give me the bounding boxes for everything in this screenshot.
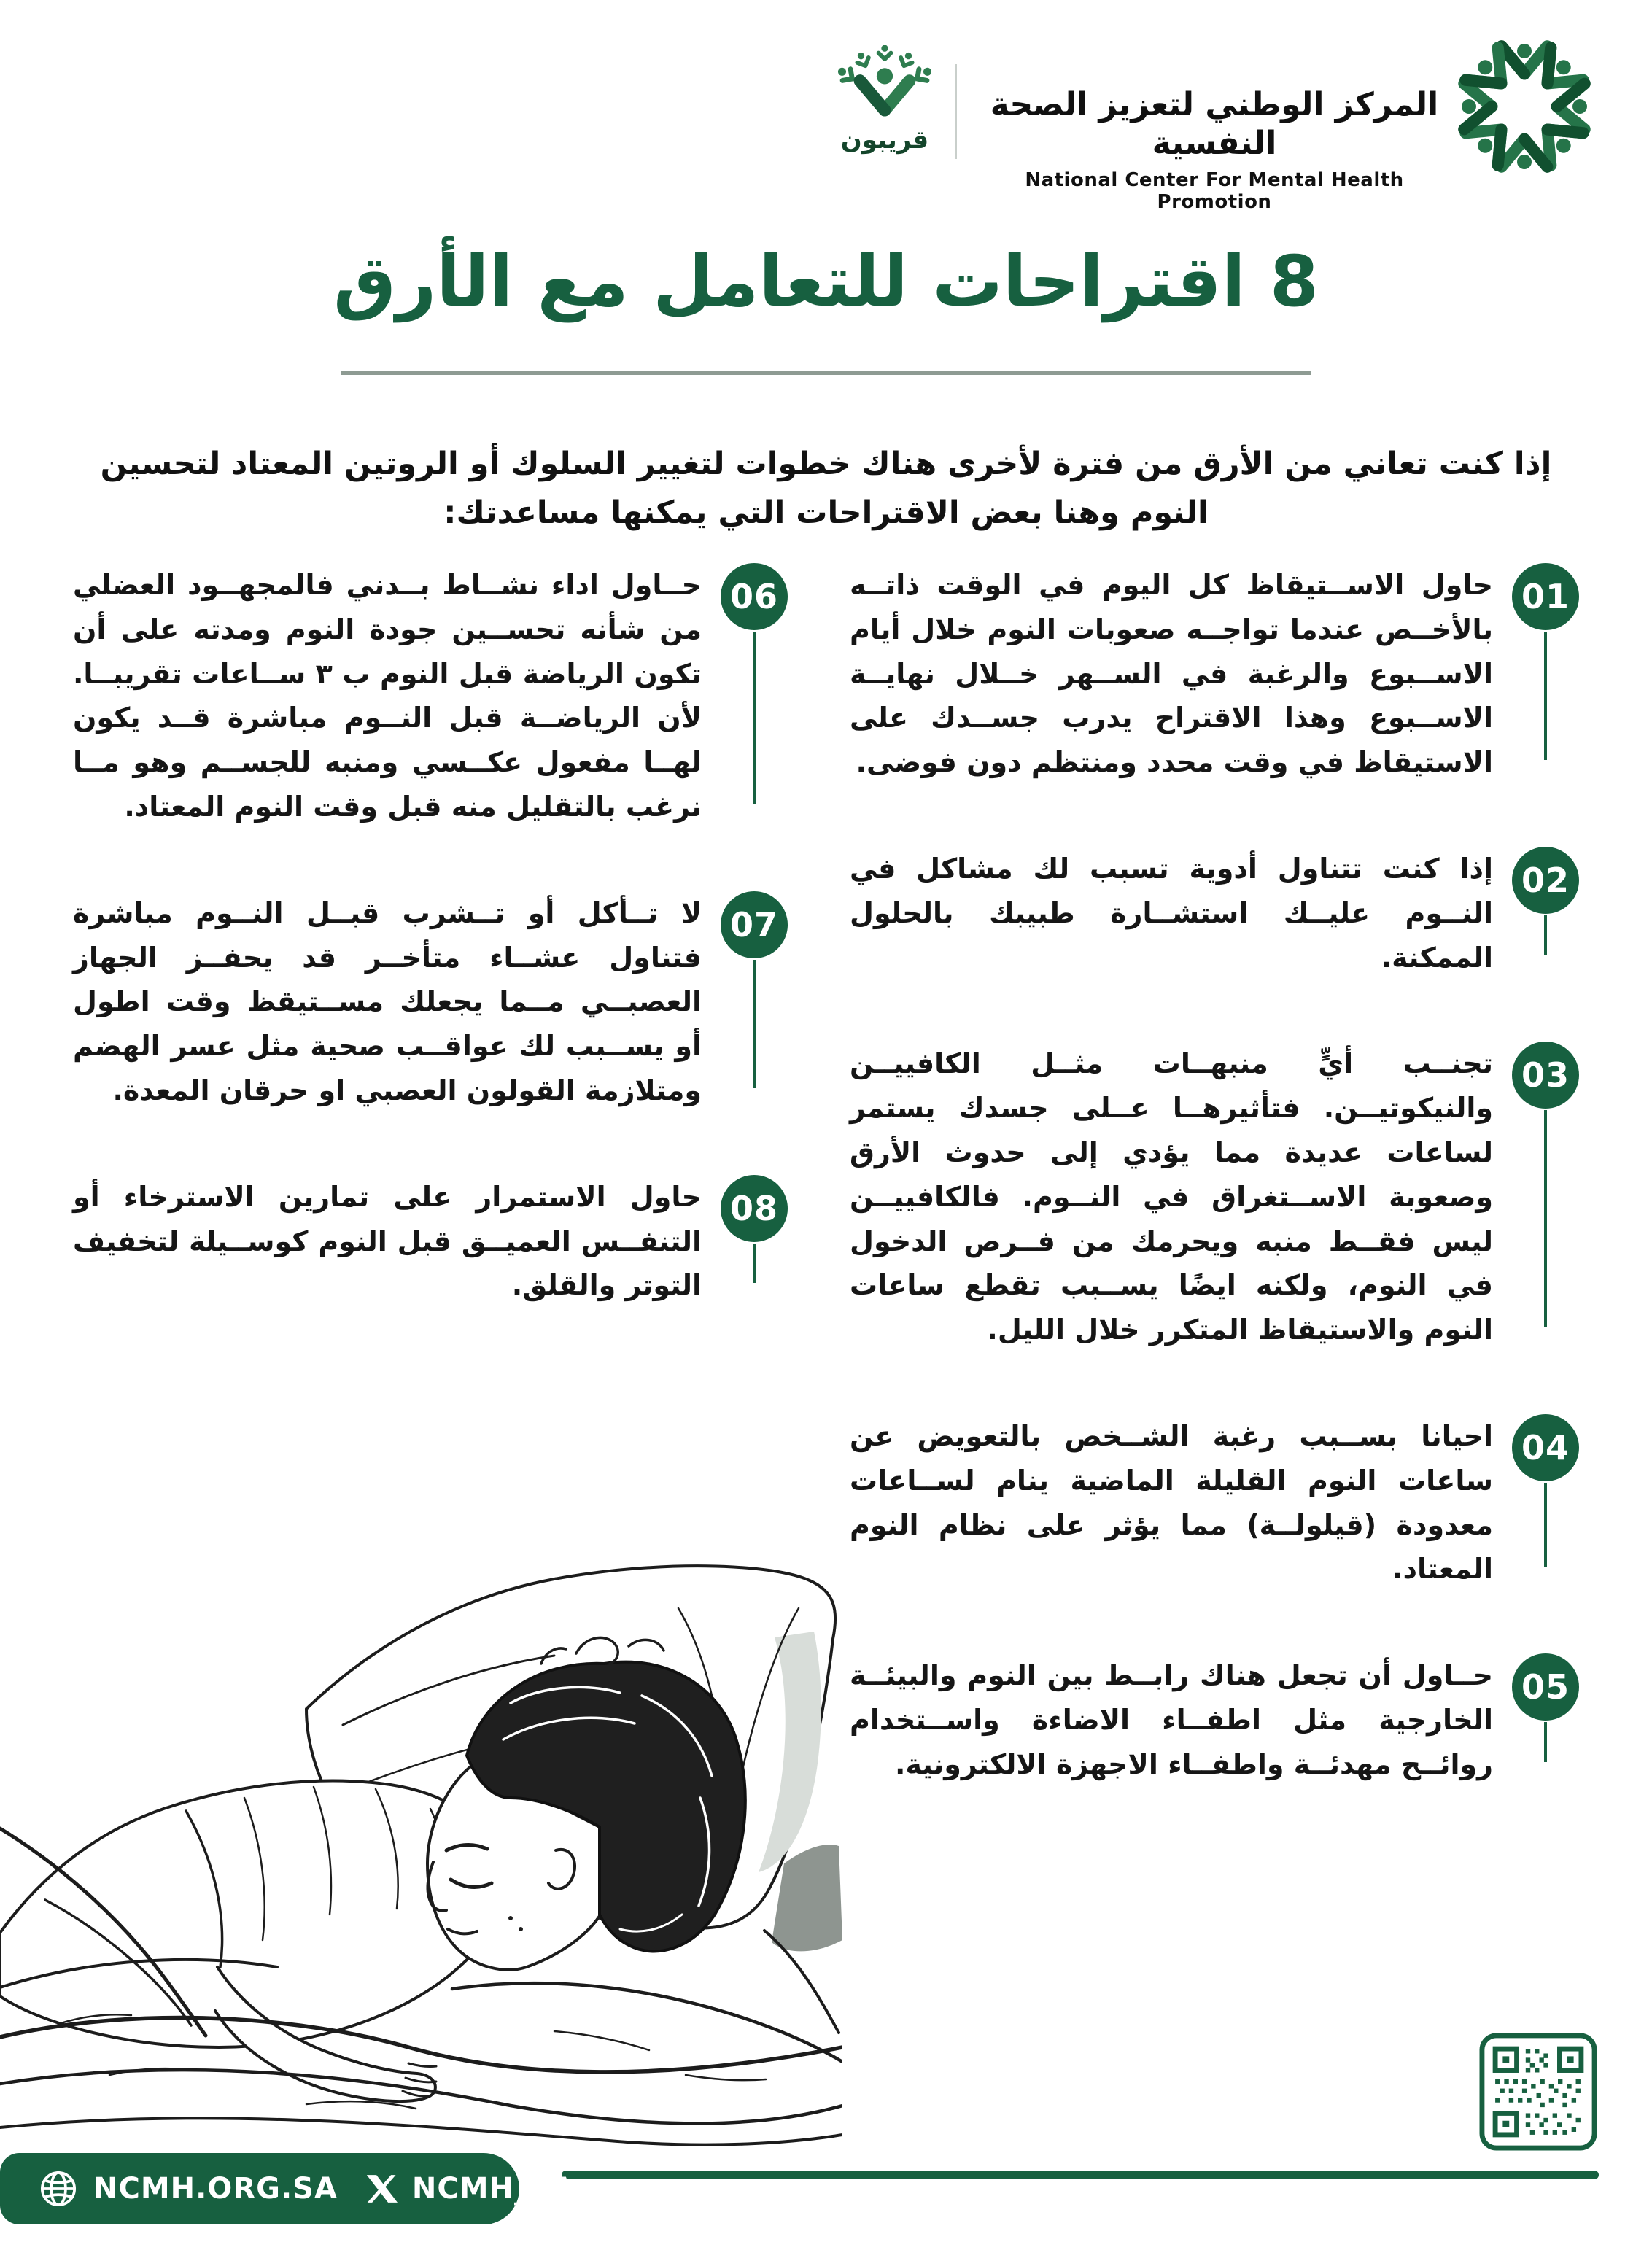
item-03-connector-line — [1544, 1110, 1547, 1327]
item-04-connector-line — [1544, 1483, 1547, 1567]
intro-paragraph: إذا كنت تعاني من الأرق من فترة لأخرى هناك خطوات لتغيير السلوك أو الروتين المعتاد لتحسين النوم وهنا بعض الاقتراحات التي يمكنها مساعدتك: — [100, 446, 1552, 531]
item-02-number-badge: 02 — [1512, 847, 1579, 914]
ncmh-logo-icon — [1455, 35, 1594, 178]
item-04-text: احيانا بســبب رغبة الشــخص بالتعويض عن ساعات النوم القليلة الماضية ينام لســاعات معدودة (قيلولــة) مما يؤثر على نظام النوم المعتاد. — [850, 1419, 1493, 1586]
item-03-text: تجنــب أيٍّ منبهــات مثــل الكافييــن والنيكوتيــن. فتأثيرهــا عــلى جسدك يستمر لساعات عديدة مما يؤدي إلى حدوث الأرق وصعوبة الاســتغراق في النــوم. فالكافييــن ليس فقــط منبه ويحرمك من فــرص الدخول في النوم، ولكنه ايضًا يســبب تقطع ساعات النوم والاستيقاظ المتكرر خلال الليل. — [850, 1047, 1493, 1346]
item-06-number-badge: 06 — [721, 563, 788, 630]
item-07-text: لا تــأكل أو تــشرب قبــل النــوم مباشرة فتناول عشــاء متأخــر قد يحفــز الجهاز العصبــي مــما يجعلك مســتيقظ وقت اطول أو يســبب لك عواقــب صحية مثل عسر الهضم ومتلازمة القولون العصبي او حرقان المعدة. — [73, 896, 702, 1106]
item-07 — [73, 891, 788, 1113]
x-twitter-icon — [367, 2173, 398, 2204]
org-name-arabic: المركز الوطني لتعزيز الصحة النفسية — [990, 86, 1439, 162]
item-01-connector-line — [1544, 632, 1547, 760]
qr-code — [1479, 2029, 1597, 2154]
bottom-decorative-line — [562, 2171, 1599, 2179]
org-names — [977, 86, 1451, 213]
item-04-number-badge: 04 — [1512, 1414, 1579, 1481]
item-06-text: حــاول اداء نشــاط بــدني فالمجهــود العضلي من شأنه تحســين جودة النوم ومدته على أن تكون الرياضة قبل النوم ب ٣ ســاعات تقريبــا. لأن الرياضــة قبل النــوم مباشرة قــد يكون لهــا مفعول عكــسي ومنبه للجســم وهو مــا نرغب بالتقليل منه قبل وقت النوم المعتاد. — [73, 569, 702, 823]
ncmh-logo — [1455, 35, 1594, 178]
item-01-text: حاول الاســتيقاظ كل اليوم في الوقت ذاتــه بالأخــص عندما تواجــه صعوبات النوم خلال أيام الاســبوع والرغبة في الســهر خــلال نهايــة الاســبوع وهذا الاقتراح يدرب جســدك على الاستيقاظ في وقت محدد ومنتظم دون فوضى. — [850, 569, 1493, 779]
qaribon-logo — [823, 45, 947, 155]
item-08-number-badge: 08 — [721, 1175, 788, 1242]
org-name-english: National Center For Mental Health Promotion — [1025, 168, 1404, 213]
item-08-text: حاول الاستمرار على تمارين الاسترخاء أو التنفــس العميــق قبل النوم كوســيلة لتخفيف التوتر والقلق. — [73, 1180, 702, 1302]
header-divider — [955, 64, 957, 159]
footer-website: NCMH.ORG.SA — [93, 2172, 338, 2206]
item-03-number-badge: 03 — [1512, 1042, 1579, 1109]
footer-twitter-handle: NCMH_SA — [411, 2172, 575, 2206]
qaribon-logo-icon — [838, 45, 931, 123]
item-02-connector-line — [1544, 915, 1547, 955]
item-01-number-badge: 01 — [1512, 563, 1579, 630]
footer-bar — [0, 2153, 575, 2224]
column-right — [850, 563, 1579, 1787]
item-07-number-badge: 07 — [721, 891, 788, 958]
item-05-text: حــاول أن تجعل هناك رابــط بين النوم والبيئــة الخارجية مثل اطفــاء الاضاءة واســتخدام روائــح مهدئــة واطفــاء الاجهزة الالكترونية. — [850, 1659, 1493, 1780]
item-06 — [73, 563, 788, 829]
page-title: 8 اقتراحات للتعامل مع الأرق — [333, 241, 1319, 322]
item-05 — [850, 1653, 1579, 1786]
sleeping-person-illustration — [0, 1521, 842, 2152]
item-01 — [850, 563, 1579, 785]
item-02-text: إذا كنت تتناول أدوية تسبب لك مشاكل في النــوم عليــك استشــارة طبيبك بالحلول الممكنة. — [850, 852, 1493, 974]
item-05-connector-line — [1544, 1722, 1547, 1761]
item-06-connector-line — [753, 632, 756, 804]
qaribon-logo-label: قريبون — [840, 125, 929, 155]
column-left — [73, 563, 788, 1308]
item-03 — [850, 1042, 1579, 1352]
item-02 — [850, 847, 1579, 980]
item-08-connector-line — [753, 1244, 756, 1283]
item-04 — [850, 1414, 1579, 1591]
item-05-number-badge: 05 — [1512, 1653, 1579, 1721]
item-07-connector-line — [753, 960, 756, 1088]
qr-code-icon — [1479, 2029, 1597, 2154]
title-underline — [341, 371, 1311, 375]
item-08 — [73, 1175, 788, 1308]
globe-icon — [38, 2168, 79, 2209]
